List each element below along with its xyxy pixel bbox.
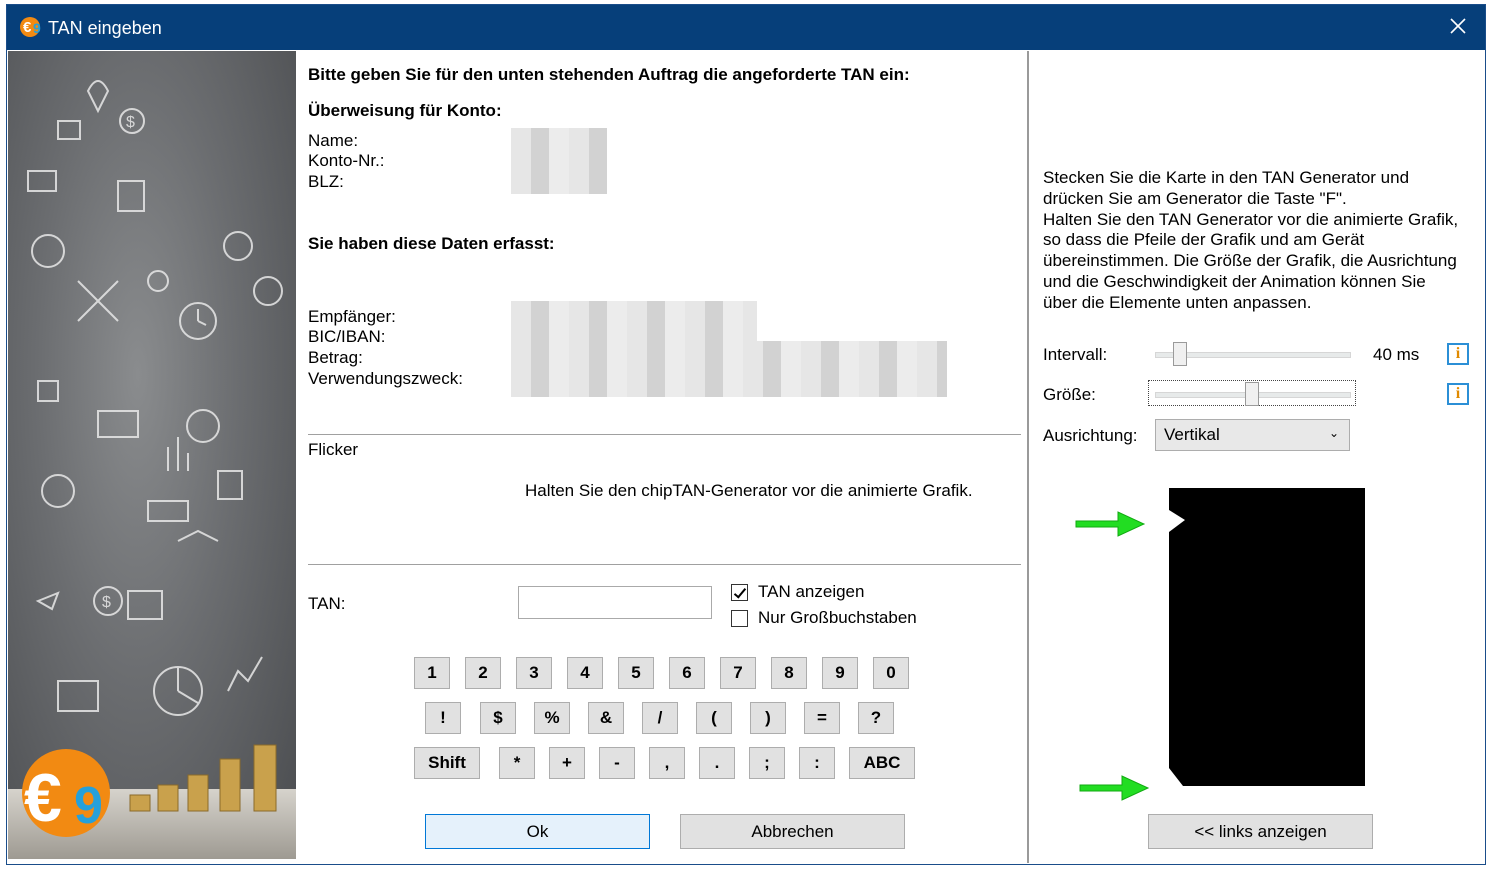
show-left-button[interactable]: << links anzeigen (1148, 814, 1373, 849)
interval-slider-thumb[interactable] (1173, 342, 1187, 366)
key-0[interactable]: 0 (873, 657, 909, 689)
flicker-graphic (1169, 488, 1365, 786)
interval-info-icon[interactable]: i (1447, 343, 1469, 365)
tan-label: TAN: (308, 594, 346, 613)
account-number-label: Konto-Nr.: (308, 151, 385, 170)
close-icon[interactable] (1447, 15, 1469, 37)
tan-dialog (6, 4, 1486, 865)
uppercase-label: Nur Großbuchstaben (758, 608, 917, 627)
key-1[interactable]: 1 (414, 657, 450, 689)
uppercase-checkbox[interactable] (731, 610, 748, 627)
redacted-account-data (511, 128, 607, 194)
redacted-transfer-data (511, 301, 757, 341)
decorative-chalkboard-image (8, 51, 296, 859)
svg-text:$: $ (102, 594, 111, 611)
key-8[interactable]: 8 (771, 657, 807, 689)
key-asterisk[interactable]: * (499, 747, 535, 779)
orientation-select[interactable] (1155, 419, 1350, 451)
size-slider-thumb[interactable] (1245, 382, 1259, 406)
tan-input[interactable] (518, 586, 712, 619)
size-info-icon[interactable]: i (1447, 383, 1469, 405)
key-percent[interactable]: % (534, 702, 570, 734)
key-9[interactable]: 9 (822, 657, 858, 689)
key-dollar[interactable]: $ (480, 702, 516, 734)
ok-button[interactable]: Ok (425, 814, 650, 849)
interval-label: Intervall: (1043, 345, 1108, 364)
amount-label: Betrag: (308, 348, 363, 367)
recipient-label: Empfänger: (308, 307, 396, 326)
account-name-label: Name: (308, 131, 359, 150)
divider (308, 564, 1021, 565)
window-title: TAN eingeben (48, 18, 162, 38)
app-logo-icon (19, 16, 45, 38)
svg-text:€: € (23, 19, 32, 36)
cancel-button[interactable]: Abbrechen (680, 814, 905, 849)
key-2[interactable]: 2 (465, 657, 501, 689)
flicker-panel (1042, 51, 1487, 863)
key-paren-open[interactable]: ( (696, 702, 732, 734)
interval-value: 40 ms (1373, 345, 1420, 364)
key-semicolon[interactable]: ; (749, 747, 785, 779)
svg-text:€: € (24, 760, 62, 836)
flicker-hint: Halten Sie den chipTAN-Generator vor die animierte Grafik. (525, 481, 973, 500)
orientation-value: Vertikal (1164, 425, 1220, 444)
key-shift[interactable]: Shift (414, 747, 480, 779)
flicker-label: Flicker (308, 440, 359, 459)
key-ampersand[interactable]: & (588, 702, 624, 734)
orientation-label: Ausrichtung: (1043, 426, 1138, 445)
key-question[interactable]: ? (858, 702, 894, 734)
show-tan-checkbox[interactable] (731, 584, 748, 601)
instructions-text: Stecken Sie die Karte in den TAN Generator und drücken Sie am Generator die Taste "F". Halten Sie den TAN Generator vor die animierte Grafik, so dass die Pfeile der Grafik und am Gerät übereinstimmen. Die Größe der Grafik, die Ausrichtung und die Geschwindigkeit der Animation können Sie über die Elemente unten anpassen. (1043, 168, 1459, 312)
key-equals[interactable]: = (804, 702, 840, 734)
svg-text:9: 9 (33, 20, 41, 36)
title-bar (7, 5, 1485, 50)
flicker-marker-icon (1169, 488, 1365, 786)
key-minus[interactable]: - (599, 747, 635, 779)
bank-code-label: BLZ: (308, 172, 344, 191)
divider (308, 434, 1021, 435)
panel-divider (1027, 51, 1029, 863)
redacted-transfer-details (511, 341, 947, 397)
account-heading: Überweisung für Konto: (308, 101, 502, 120)
key-comma[interactable]: , (649, 747, 685, 779)
key-abc[interactable]: ABC (849, 747, 915, 779)
svg-text:9: 9 (74, 777, 103, 835)
key-exclamation[interactable]: ! (425, 702, 461, 734)
key-paren-close[interactable]: ) (750, 702, 786, 734)
key-5[interactable]: 5 (618, 657, 654, 689)
bottom-arrow-icon (1078, 773, 1150, 803)
data-heading: Sie haben diese Daten erfasst: (308, 234, 555, 253)
key-7[interactable]: 7 (720, 657, 756, 689)
size-label: Größe: (1043, 385, 1096, 404)
key-6[interactable]: 6 (669, 657, 705, 689)
svg-text:$: $ (126, 114, 135, 131)
purpose-label: Verwendungszweck: (308, 369, 463, 388)
key-slash[interactable]: / (642, 702, 678, 734)
coin-stacks-logo-icon (8, 51, 296, 859)
key-plus[interactable]: + (549, 747, 585, 779)
key-colon[interactable]: : (799, 747, 835, 779)
key-period[interactable]: . (699, 747, 735, 779)
prompt-text: Bitte geben Sie für den unten stehenden Auftrag die angeforderte TAN ein: (308, 65, 910, 84)
key-4[interactable]: 4 (567, 657, 603, 689)
bic-iban-label: BIC/IBAN: (308, 327, 386, 346)
key-3[interactable]: 3 (516, 657, 552, 689)
chevron-down-icon: ⌄ (1328, 426, 1339, 440)
show-tan-label: TAN anzeigen (758, 582, 865, 601)
main-panel (307, 51, 1027, 863)
top-arrow-icon (1074, 509, 1146, 539)
